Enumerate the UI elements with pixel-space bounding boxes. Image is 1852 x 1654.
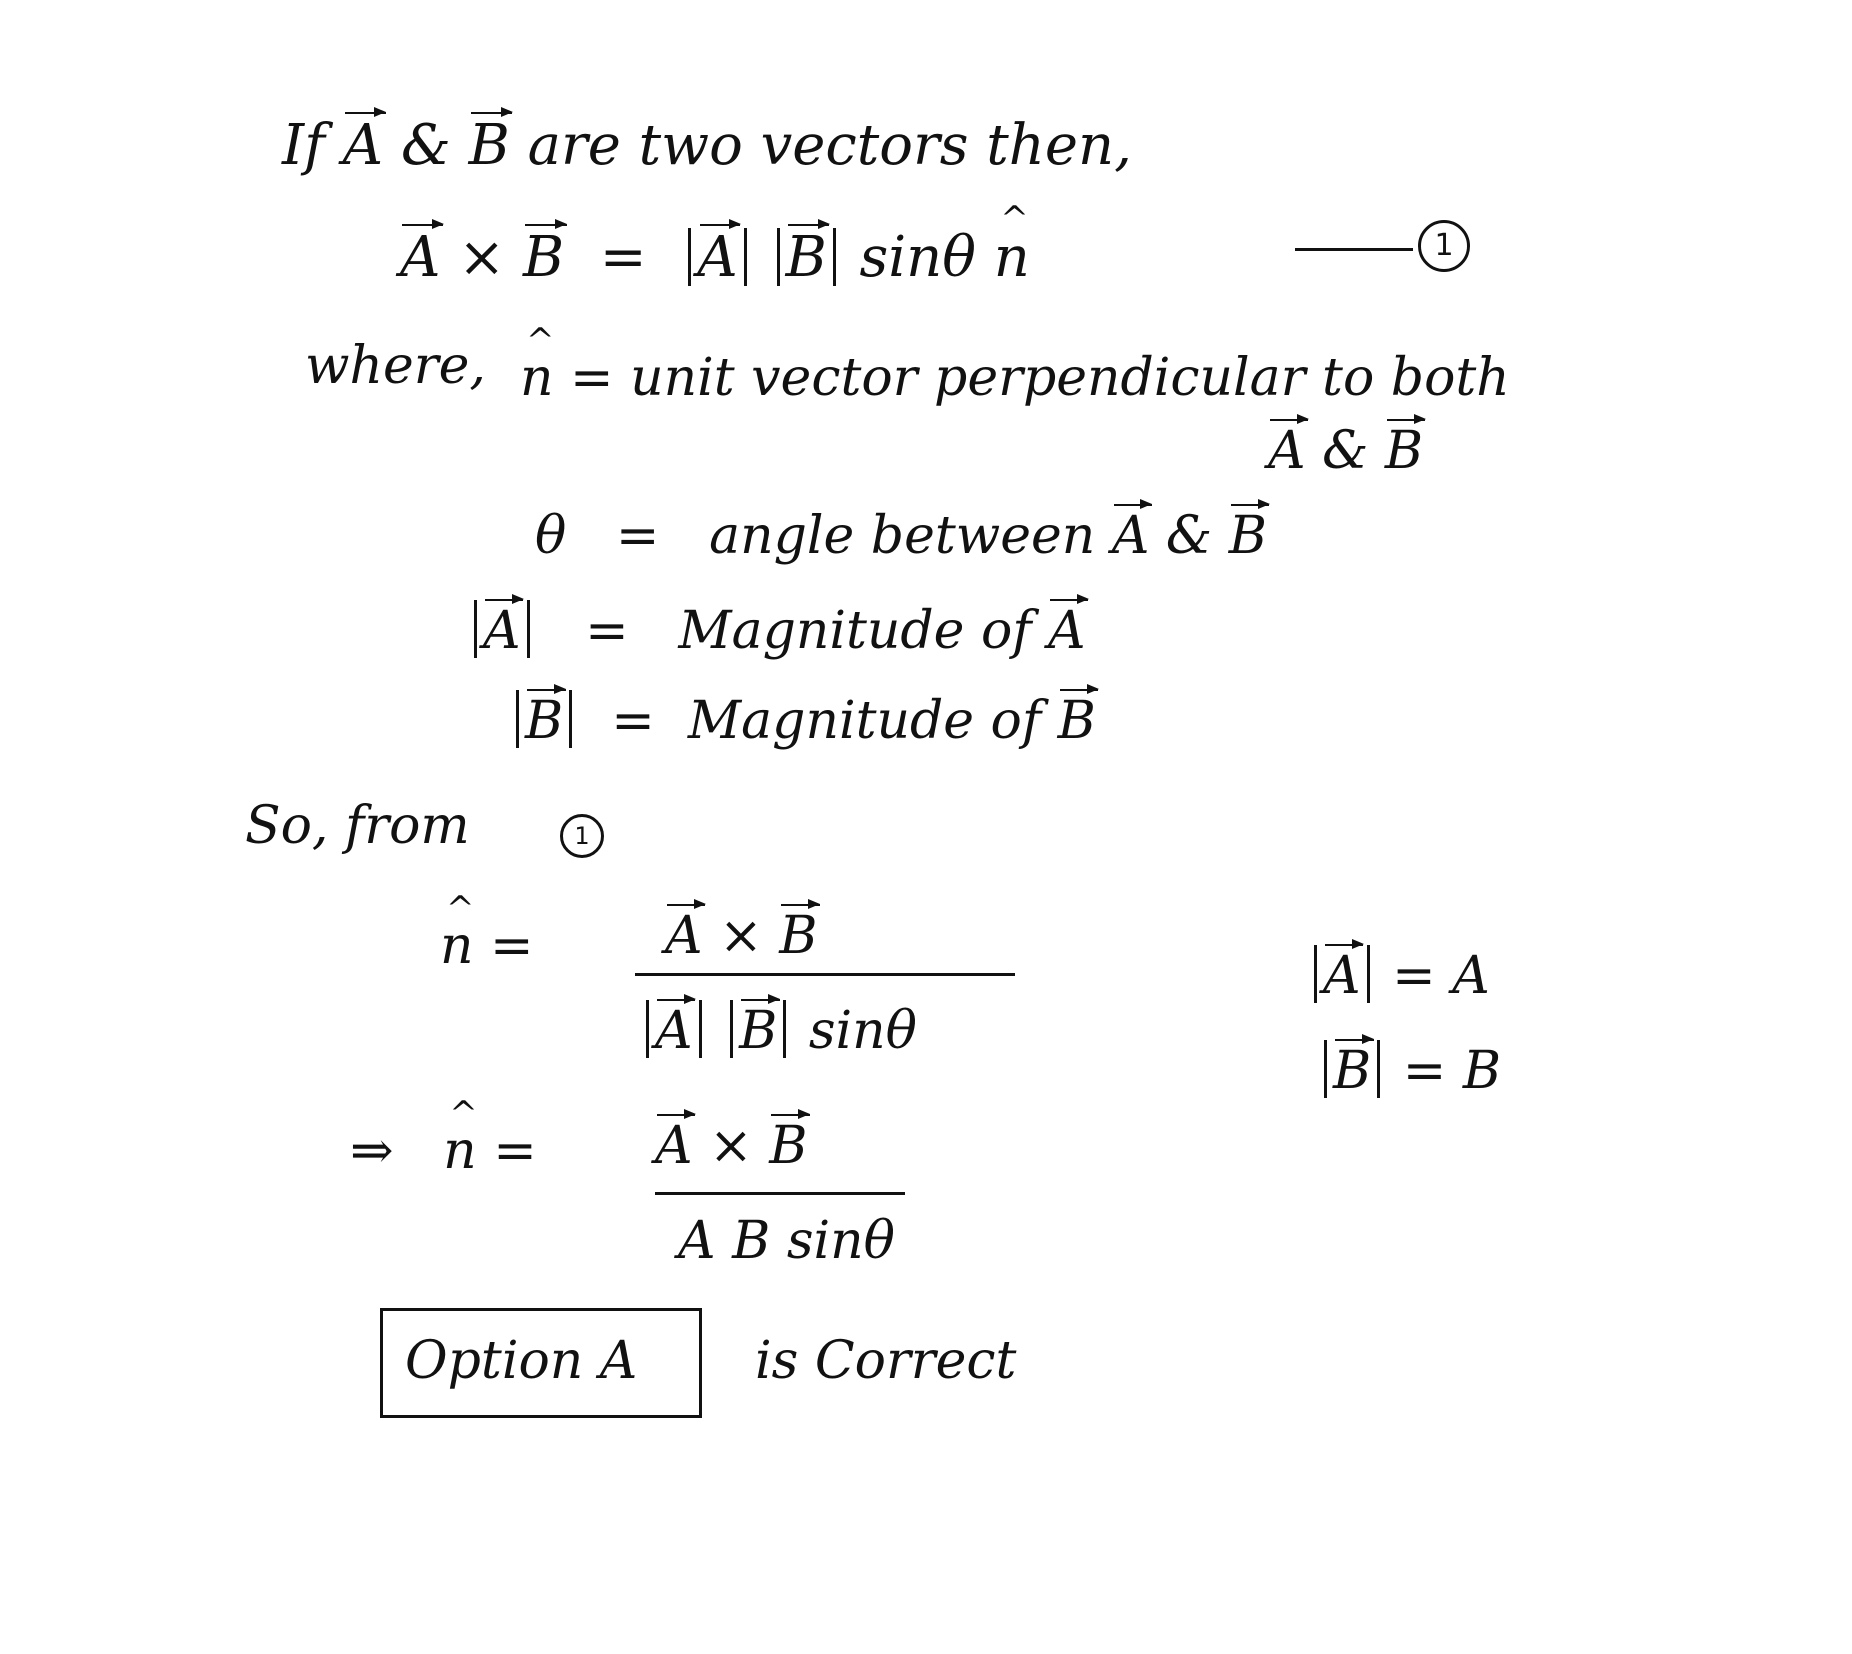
- magnitude-a: A: [655, 1001, 693, 1061]
- magnitude-b-definition: [510, 690, 1096, 751]
- both-vectors: [1268, 421, 1424, 481]
- fraction-2-denominator: A B sinθ: [678, 1211, 895, 1271]
- unit-vector-n: n ^: [440, 920, 474, 972]
- side-note-b: [1318, 1040, 1502, 1101]
- equals-sign: =: [599, 225, 647, 290]
- magnitude-a-definition: [468, 600, 1086, 661]
- answer-option: Option A: [405, 1331, 638, 1391]
- sine-theta: sinθ: [808, 1001, 917, 1061]
- from-label: from: [345, 796, 470, 856]
- so-from-line: [245, 796, 470, 856]
- intro-line: [282, 113, 1132, 178]
- equals-sign: =: [570, 348, 614, 408]
- vector-b: B: [523, 225, 565, 290]
- angle-description: angle between: [709, 506, 1096, 566]
- and-sign: &: [1165, 506, 1213, 566]
- fraction-1-denominator: [640, 1000, 917, 1061]
- vector-a: A: [1268, 421, 1306, 481]
- intro-if: If: [282, 113, 325, 178]
- and-sign: &: [1322, 421, 1369, 481]
- magnitude-a-text: Magnitude of: [678, 601, 1032, 661]
- side-note-a: [1308, 945, 1490, 1006]
- equals-sign: =: [490, 916, 534, 976]
- where-label: where,: [305, 336, 486, 396]
- vector-a: A: [655, 1116, 693, 1176]
- vector-b: B: [468, 113, 510, 178]
- answer-text: is Correct: [755, 1331, 1017, 1391]
- vector-a: A: [1111, 506, 1150, 566]
- equation-dash: [1295, 248, 1413, 251]
- side-note-b-value: = B: [1402, 1041, 1502, 1101]
- equals-sign: =: [585, 601, 629, 661]
- fraction-1-bar: [635, 973, 1015, 976]
- vector-a: A: [1048, 601, 1086, 661]
- fraction-2-numerator: [655, 1116, 808, 1176]
- fraction-2-bar: [655, 1192, 905, 1195]
- equals-sign: =: [615, 506, 660, 566]
- vector-b: B: [1384, 421, 1424, 481]
- theta-definition: [535, 506, 1267, 566]
- and-sign: &: [400, 113, 451, 178]
- fraction-1-numerator: [665, 906, 818, 966]
- equals-sign: =: [611, 691, 655, 751]
- unit-vector-n: n ^: [520, 352, 554, 404]
- unit-vector-n: n ^: [994, 230, 1030, 286]
- magnitude-b: B: [1333, 1041, 1372, 1101]
- cross-sign: ×: [709, 1116, 753, 1176]
- vector-b: B: [769, 1116, 808, 1176]
- where-definition: [520, 348, 1510, 408]
- vector-a: A: [665, 906, 703, 966]
- magnitude-a: A: [697, 225, 738, 290]
- vector-a: A: [400, 225, 441, 290]
- equation-number-1: 1: [1418, 220, 1470, 272]
- magnitude-b-text: Magnitude of: [687, 691, 1042, 751]
- implies-arrow: ⇒: [350, 1121, 394, 1181]
- magnitude-a: A: [1323, 946, 1361, 1006]
- n-equals: [440, 916, 534, 976]
- cross-product-equation: [400, 225, 1030, 290]
- unit-vector-n: n ^: [443, 1125, 477, 1177]
- cross-sign: ×: [719, 906, 763, 966]
- reference-number-1: 1: [560, 814, 604, 858]
- unit-vector-description: unit vector perpendicular to both: [630, 348, 1510, 408]
- theta-symbol: θ: [535, 506, 567, 566]
- sine-theta: sinθ: [859, 225, 976, 290]
- implies-line: [350, 1121, 537, 1181]
- cross-sign: ×: [458, 225, 506, 290]
- magnitude-b: B: [739, 1001, 778, 1061]
- magnitude-b: B: [525, 691, 564, 751]
- magnitude-a: A: [483, 601, 521, 661]
- vector-b: B: [1057, 691, 1096, 751]
- so-label: So,: [245, 796, 329, 856]
- vector-b: B: [779, 906, 818, 966]
- vector-a: A: [342, 113, 384, 178]
- side-note-a-value: = A: [1392, 946, 1490, 1006]
- magnitude-b: B: [785, 225, 827, 290]
- equals-sign: =: [493, 1121, 537, 1181]
- vector-b: B: [1228, 506, 1267, 566]
- intro-text: are two vectors then,: [527, 113, 1132, 178]
